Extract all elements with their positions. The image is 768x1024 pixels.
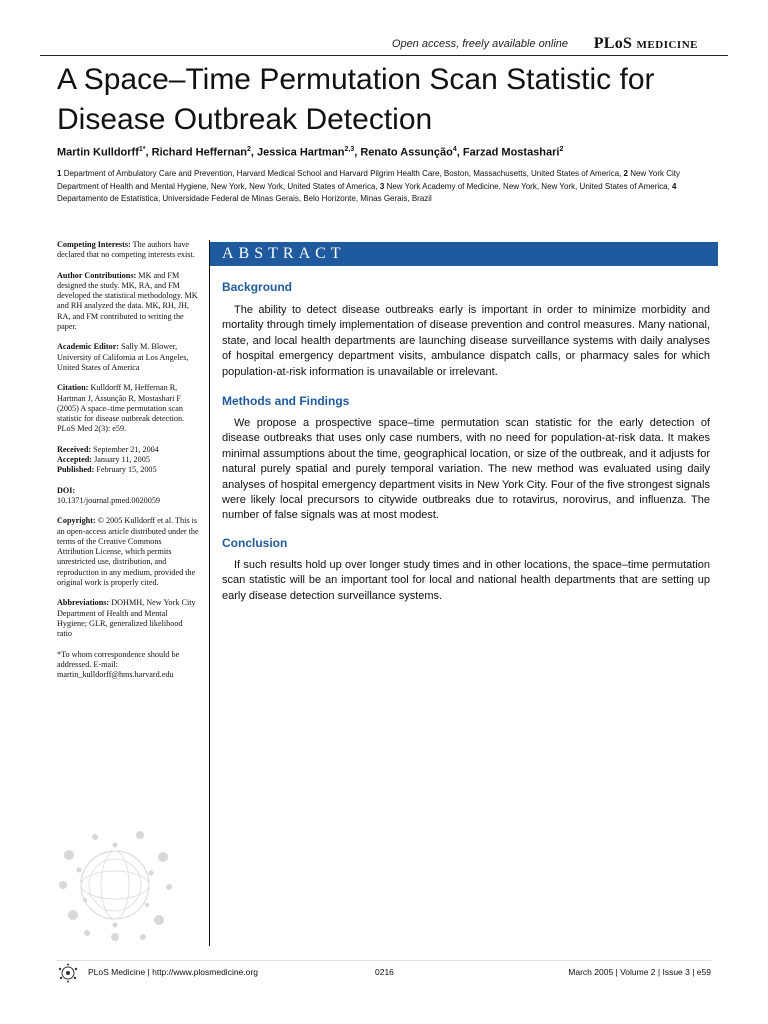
- academic-editor: [57, 342, 199, 373]
- header-rule: [40, 55, 728, 56]
- author-name: Farzad Mostashari: [462, 146, 560, 159]
- affiliation-number: 2: [623, 169, 628, 178]
- author-name: Martin Kulldorff: [57, 146, 139, 159]
- affiliation-text: Departamento de Estatística, Universidade Federal de Minas Gerais, Belo Horizonte, Minas Gerais, Brazil: [57, 194, 432, 203]
- received-date: [57, 445, 199, 455]
- plos-footer-icon: [58, 963, 78, 983]
- footer-rule: [57, 960, 711, 961]
- author-name: Renato Assunção: [360, 146, 453, 159]
- author-affiliation-mark: 2: [559, 146, 564, 153]
- doi-label: DOI:: [57, 485, 76, 495]
- sidebar-divider: [209, 240, 210, 946]
- accepted-text: January 11, 2005: [94, 455, 150, 465]
- citation: [57, 383, 199, 434]
- accepted-date: [57, 455, 199, 465]
- article-metadata-sidebar: [57, 240, 199, 690]
- author-contributions-text: MK and FM designed the study. MK, RA, and FM developed the statistical methodology. MK and RH analyzed the data. MK, RH, JH, RA, and FM contributed to writing the paper.: [57, 270, 198, 332]
- header-tagline: Open access, freely available online: [391, 38, 568, 50]
- abbreviations-text: DOHMH, New York City Department of Health and Mental Hygiene; GLR, generalized likelihood ratio: [57, 598, 196, 639]
- affiliation-number: 1: [57, 169, 62, 178]
- published-date: [57, 465, 199, 475]
- journal-logo-sub: MEDICINE: [636, 39, 698, 51]
- affiliation-number: 3: [379, 181, 385, 191]
- author-affiliation-mark: 4: [452, 146, 457, 153]
- academic-editor-text: Sally M. Blower, University of California at Los Angeles, United States of America: [57, 342, 189, 372]
- footer-journal-link[interactable]: PLoS Medicine | http://www.plosmedicine.org: [88, 967, 258, 977]
- academic-editor-label: Academic Editor:: [57, 342, 120, 352]
- accepted-label: Accepted:: [57, 455, 93, 465]
- affiliation-text: Department of Ambulatory Care and Prevention, Harvard Medical School and Harvard Pilgrim Health Care, Boston, Massachusetts, United States of America,: [63, 169, 622, 178]
- copyright: [57, 516, 199, 588]
- affiliation-text: New York City Department of Health and Mental Hygiene, New York, New York, United States of America,: [57, 169, 680, 191]
- received-text: September 21, 2004: [93, 444, 159, 454]
- dates: [57, 445, 199, 476]
- author-name: Jessica Hartman: [257, 146, 345, 159]
- citation-label: Citation:: [57, 383, 89, 393]
- author-contributions: [57, 271, 199, 333]
- methods-heading: Methods and Findings: [222, 394, 350, 408]
- affiliation-text: New York Academy of Medicine, New York, New York, United States of America,: [386, 181, 670, 191]
- author-affiliation-mark: 2,3: [344, 146, 355, 153]
- footer-page-number: 0216: [375, 967, 394, 977]
- journal-logo-main: PLoS: [593, 35, 633, 52]
- abstract-banner-label: ABSTRACT: [222, 245, 346, 262]
- paper-title: A Space–Time Permutation Scan Statistic for Disease Outbreak Detection: [57, 63, 655, 136]
- journal-header: [40, 36, 728, 54]
- author-affiliation-mark: 1*: [138, 146, 146, 153]
- doi-link[interactable]: 10.1371/journal.pmed.0020059: [57, 495, 161, 505]
- author-name: Richard Heffernan: [151, 146, 247, 159]
- received-label: Received:: [57, 444, 92, 454]
- methods-paragraph: We propose a prospective space–time permutation scan statistic for the early detection of disease outbreaks that uses only case numbers, with no need for population-at-risk data. It makes minimal assumptions about the time, geographical location, or size of the outbreak, and it adjusts for natural purely spatial and purely temporal variation. The new method was evaluated using daily analyses of hospital emergency department visits in New York City. Four of the five strongest signals were likely local precursors to citywide outbreaks due to rotavirus, norovirus, and influenza. The number of false signals was at most modest.: [222, 417, 710, 522]
- published-text: February 15, 2005: [96, 465, 157, 475]
- conclusion-heading: Conclusion: [222, 536, 288, 550]
- affiliation-number: 4: [672, 181, 677, 191]
- abbreviations: [57, 598, 199, 639]
- published-label: Published:: [57, 465, 95, 475]
- correspondence: [57, 650, 199, 681]
- abbreviations-label: Abbreviations:: [57, 598, 110, 608]
- author-contributions-label: Author Contributions:: [57, 270, 137, 280]
- abstract-banner: [210, 242, 718, 266]
- citation-text: Kulldorff M, Heffernan R, Hartman J, Assunção R, Mostashari F (2005) A space–time permutation scan statistic for disease outbreak detection. PLoS Med 2(3): e59.: [57, 383, 185, 434]
- copyright-label: Copyright:: [57, 516, 96, 526]
- background-paragraph: The ability to detect disease outbreaks early is important in order to minimize morbidity and mortality through timely implementation of disease prevention and control measures. Many national, state, and local health departments are launching disease surveillance systems with daily analyses of hospital emergency department visits, ambulance dispatch calls, or pharmacy sales for which population-at-risk information is unavailable or irrelevant.: [222, 304, 710, 378]
- footer-issue-info: March 2005 | Volume 2 | Issue 3 | e59: [568, 967, 711, 977]
- author-list: Martin Kulldorff$^{1*}$, Richard Heffernan$^2$, Jessica Hartman$^{2,3}$, Renato Assunção$^4$, Farzad Mostashari$^2$: [57, 146, 564, 159]
- plos-logo-icon: [55, 825, 175, 945]
- conclusion-paragraph: If such results hold up over longer study times and in other locations, the space–time permutation scan statistic will be an important tool for local and national health departments that are setting up early disease detection surveillance systems.: [222, 559, 710, 602]
- affiliations: [57, 168, 719, 206]
- competing-interests-label: Competing Interests:: [57, 240, 131, 249]
- correspondence-text: *To whom correspondence should be addressed. E-mail: martin_kulldorff@hms.harvard.edu: [57, 649, 180, 680]
- competing-interests: [57, 240, 199, 261]
- background-heading: Background: [222, 280, 293, 294]
- doi: [57, 486, 199, 507]
- competing-interests-text: The authors have declared that no competing interests exist.: [57, 240, 195, 260]
- copyright-text: © 2005 Kulldorff et al. This is an open-access article distributed under the terms of the Creative Commons Attribution License, which permits unrestricted use, distribution, and reproduction in any medium, provided the original work is properly cited.: [57, 516, 199, 588]
- author-affiliation-mark: 2: [247, 146, 251, 153]
- journal-logo: [594, 35, 698, 53]
